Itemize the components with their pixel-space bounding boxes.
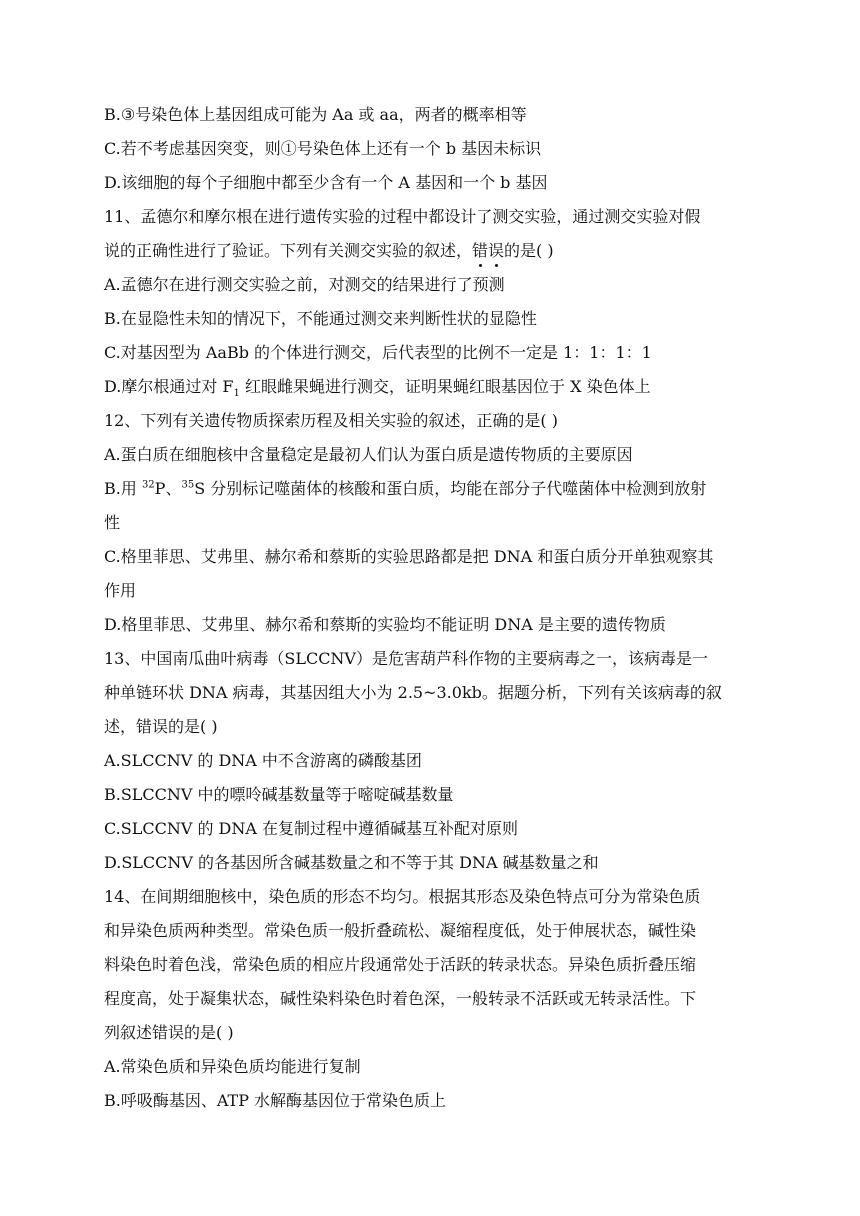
q11-option-d xyxy=(104,375,760,399)
q11-stem-text: 说的正确性进行了验证。下列有关测交实验的叙述， xyxy=(104,241,473,260)
q11-option-d-text: 红眼雌果蝇进行测交，证明果蝇红眼基因位于 X 染色体上 xyxy=(239,377,651,396)
q13-option-b: B.SLCCNV 中的嘌呤碱基数量等于嘧啶碱基数量 xyxy=(104,785,454,804)
q14-stem-line-5: 列叙述错误的是( ) xyxy=(104,1023,234,1042)
q12-option-b-line-1 xyxy=(104,477,760,501)
superscript: 35 xyxy=(181,479,195,491)
q14-option-a: A.常染色质和异染色质均能进行复制 xyxy=(104,1057,361,1076)
q14-stem-line-3: 料染色时着色浅，常染色质的相应片段通常处于活跃的转录状态。异染色质折叠压缩 xyxy=(104,955,697,974)
q14-stem-line-1: 14、在间期细胞核中，染色质的形态不均匀。根据其形态及染色特点可分为常染色质 xyxy=(104,887,701,906)
q13-stem-line-2: 种单链环状 DNA 病毒，其基因组大小为 2.5~3.0kb。据题分析，下列有关该病毒的叙 xyxy=(104,683,722,702)
q12-option-c-line-2: 作用 xyxy=(104,581,137,600)
q11-stem-tail: 的是( ) xyxy=(504,241,554,260)
q12-option-d: D.格里菲思、艾弗里、赫尔希和蔡斯的实验均不能证明 DNA 是主要的遗传物质 xyxy=(104,615,666,634)
q14-stem-line-2: 和异染色质两种类型。常染色质一般折叠疏松、凝缩程度低，处于伸展状态，碱性染 xyxy=(104,921,697,940)
q11-option-d-text: D.摩尔根通过对 F xyxy=(104,377,234,396)
q10-option-c: C.若不考虑基因突变，则①号染色体上还有一个 b 基因未标识 xyxy=(104,139,542,158)
q11-stem-line-1: 11、孟德尔和摩尔根在进行遗传实验的过程中都设计了测交实验，通过测交实验对假 xyxy=(104,207,701,226)
q12-option-b-text: S 分别标记噬菌体的核酸和蛋白质，均能在部分子代噬菌体中检测到放射 xyxy=(194,479,707,498)
q11-stem-line-2 xyxy=(104,239,760,263)
q12-option-b-line-2: 性 xyxy=(104,513,121,532)
q13-option-c: C.SLCCNV 的 DNA 在复制过程中遵循碱基互补配对原则 xyxy=(104,819,519,838)
q12-option-a: A.蛋白质在细胞核中含量稳定是最初人们认为蛋白质是遗传物质的主要原因 xyxy=(104,445,633,464)
q11-option-b: B.在显隐性未知的情况下，不能通过测交来判断性状的显隐性 xyxy=(104,309,537,328)
q13-option-a: A.SLCCNV 的 DNA 中不含游离的磷酸基团 xyxy=(104,751,422,770)
q13-stem-line-3: 述，错误的是( ) xyxy=(104,717,218,736)
q14-option-b: B.呼吸酶基因、ATP 水解酶基因位于常染色质上 xyxy=(104,1091,447,1110)
q11-option-c: C.对基因型为 AaBb 的个体进行测交，后代表型的比例不一定是 1：1：1：1 xyxy=(104,343,652,362)
superscript: 32 xyxy=(141,479,155,491)
emphasis-char: 错 xyxy=(472,239,488,263)
q12-option-b-text: B.用 xyxy=(104,479,142,498)
subscript: 1 xyxy=(233,388,240,400)
q13-option-d: D.SLCCNV 的各基因所含碱基数量之和不等于其 DNA 碱基数量之和 xyxy=(104,853,599,872)
q10-option-b: B.③号染色体上基因组成可能为 Aa 或 aa，两者的概率相等 xyxy=(104,105,527,124)
q13-stem-line-1: 13、中国南瓜曲叶病毒（SLCCNV）是危害葫芦科作物的主要病毒之一，该病毒是一 xyxy=(104,649,708,668)
q12-option-c-line-1: C.格里菲思、艾弗里、赫尔希和蔡斯的实验思路都是把 DNA 和蛋白质分开单独观察其 xyxy=(104,547,714,566)
emphasis-char: 误 xyxy=(488,239,504,263)
q11-option-a: A.孟德尔在进行测交实验之前，对测交的结果进行了预测 xyxy=(104,275,505,294)
q12-stem: 12、下列有关遗传物质探索历程及相关实验的叙述，正确的是( ) xyxy=(104,411,558,430)
q12-option-b-text: P、 xyxy=(154,479,182,498)
q10-option-d: D.该细胞的每个子细胞中都至少含有一个 A 基因和一个 b 基因 xyxy=(104,173,548,192)
q14-stem-line-4: 程度高，处于凝集状态，碱性染料染色时着色深，一般转录不活跃或无转录活性。下 xyxy=(104,989,697,1008)
